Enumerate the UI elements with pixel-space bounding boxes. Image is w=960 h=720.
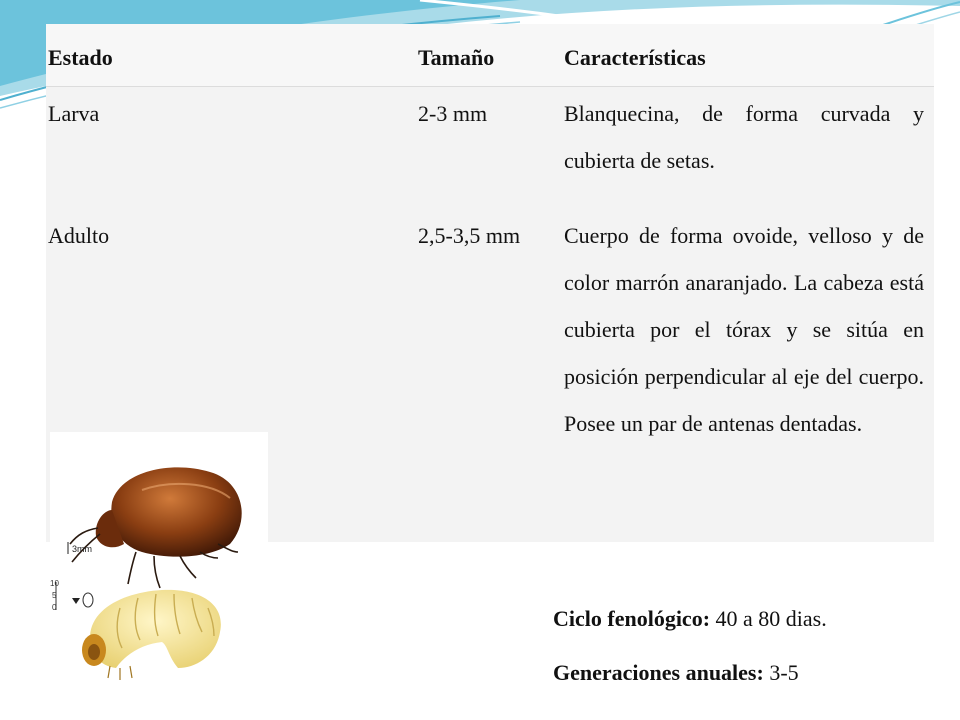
ciclo-value: 40 a 80 dias. [715,606,827,631]
larva-grub-icon [82,590,221,680]
svg-text:5: 5 [52,591,57,600]
row-larva-estado: Larva [48,101,100,126]
header-estado: Estado [48,45,113,70]
beetle-and-larva-drawing [50,432,268,694]
row-adulto-tamano: 2,5-3,5 mm [418,223,521,248]
table-header-row [46,24,934,87]
svg-text:10: 10 [50,579,59,588]
row-adulto-caracteristicas: Cuerpo de forma ovoide, velloso y de color marrón anaranjado. La cabeza está cubierta por el tórax y se sitúa en posición perpendicular al eje del cuerpo. Posee un par de antenas dentadas. [564,223,924,436]
generaciones-label: Generaciones anuales: [553,660,764,685]
header-caracteristicas: Características [564,45,706,70]
ciclo-label: Ciclo fenológico: [553,606,711,631]
adult-beetle-icon [68,467,242,588]
generaciones-anuales [553,660,799,686]
header-tamano: Tamaño [418,45,495,70]
svg-text:0: 0 [52,603,57,612]
row-larva-caracteristicas: Blanquecina, de forma curvada y cubierta de setas. [564,101,924,173]
scale-bar-icon [50,579,93,612]
generaciones-value: 3-5 [769,660,799,685]
ciclo-fenologico [553,606,827,632]
scale-label-3mm: 3mm [72,544,92,554]
row-larva-tamano: 2-3 mm [418,101,488,126]
beetle-illustration [50,432,268,694]
row-adulto-estado: Adulto [48,223,110,248]
